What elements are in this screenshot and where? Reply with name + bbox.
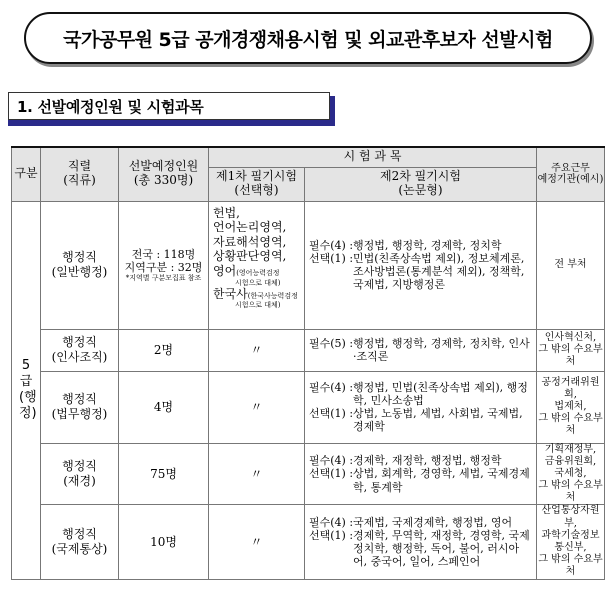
second-exam-cell [305, 329, 537, 371]
agency-cell: 전 부처 [537, 201, 605, 329]
second-exam-cell [305, 505, 537, 579]
required-subjects: 필수(4) : 국제법, 국제경제학, 행정법, 영어 [309, 515, 513, 529]
required-subjects: 필수(4) : 행정법, 행정학, 경제학, 정치학 [309, 238, 502, 252]
elective-subjects: 선택(1) : 민법(친족상속법 제외), 정보체계론, 조사방법론(통계분석 제외), 정책학, 국제법, 지방행정론 [309, 251, 525, 292]
header-gubun: 구분 [12, 147, 41, 201]
table-row [12, 505, 605, 579]
first-exam-cell: 〃 [209, 505, 305, 579]
page-title: 국가공무원 5급 공개경쟁채용시험 및 외교관후보자 선발시험 [24, 12, 592, 64]
agency-cell: 공정거래위원회, 법제처, 그 밖의 수요부처 [537, 371, 605, 443]
section-heading: 1. 선발예정인원 및 시험과목 [8, 92, 330, 120]
first-exam-cell: 〃 [209, 371, 305, 443]
agency-cell: 산업통상자원부, 과학기술정보통신부, 그 밖의 수요부처 [538, 505, 603, 578]
elective-subjects: 선택(1) : 경제학, 무역학, 재정학, 경영학, 국제정치학, 행정학, 독어, 불어, 러시아어, 중국어, 일어, 스페인어 [309, 528, 530, 569]
table-row [12, 329, 605, 371]
header-second-exam: 제2차 필기시험 (논문형) [305, 167, 537, 201]
second-exam-cell [305, 371, 537, 443]
header-planned-count: 선발예정인원 (총 330명) [119, 147, 209, 201]
first-exam-cell: 〃 [209, 443, 305, 505]
second-exam-cell [305, 201, 537, 329]
job-cell: 행정직 (국제통상) [41, 505, 119, 579]
elective-subjects: 선택(1) : 상법, 회계학, 경영학, 세법, 국제경제학, 통계학 [309, 467, 530, 494]
required-subjects: 필수(4) : 경제학, 재정학, 행정법, 행정학 [309, 454, 502, 468]
section-heading-underline [8, 120, 330, 126]
elective-subjects: 선택(1) : 상법, 노동법, 세법, 사회법, 국제법, 경제학 [309, 407, 523, 434]
section-heading-shadow [330, 96, 335, 126]
agency-cell: 인사혁신처, 그 밖의 수요부처 [537, 329, 605, 371]
required-subjects: 필수(5) : 행정법, 행정학, 경제학, 정치학, 인사·조직론 [309, 336, 530, 363]
table-row [12, 371, 605, 443]
header-first-exam: 제1차 필기시험 (선택형) [209, 167, 305, 201]
second-exam-cell [305, 443, 537, 505]
header-job: 직렬 (직류) [41, 147, 119, 201]
planned-count-cell: 2명 [119, 329, 209, 371]
header-agency: 주요근무 예정기관(예시) [537, 147, 605, 201]
job-cell: 행정직 (인사조직) [41, 329, 119, 371]
table-row [12, 443, 605, 505]
planned-count-cell: 10명 [119, 505, 209, 579]
planned-count-cell: 75명 [119, 443, 209, 505]
agency-cell: 기획재정부, 금융위원회, 국세청, 그 밖의 수요부처 [538, 443, 603, 504]
planned-count-cell: 전국 : 118명 지역구분 : 32명 *지역별 구분모집표 참조 [119, 201, 209, 329]
job-cell: 행정직 (재경) [41, 443, 119, 505]
planned-count-cell: 4명 [119, 371, 209, 443]
required-subjects: 필수(4) : 행정법, 민법(친족상속법 제외), 행정학, 민사소송법 [309, 380, 528, 407]
job-cell: 행정직 (일반행정) [41, 201, 119, 329]
first-exam-cell: 헌법, 언어논리영역, 자료해석영역, 상황판단영역, 영어(영어능력검정 시험으로 대체) 한국사(한국사능력검정 시험으로 대체) [209, 201, 305, 329]
recruitment-table [11, 146, 605, 580]
first-exam-cell: 〃 [209, 329, 305, 371]
job-cell: 행정직 (법무행정) [41, 371, 119, 443]
table-row [12, 201, 605, 329]
header-exam-subjects: 시 험 과 목 [209, 147, 537, 167]
group-label: 5급(행정) [12, 201, 41, 579]
